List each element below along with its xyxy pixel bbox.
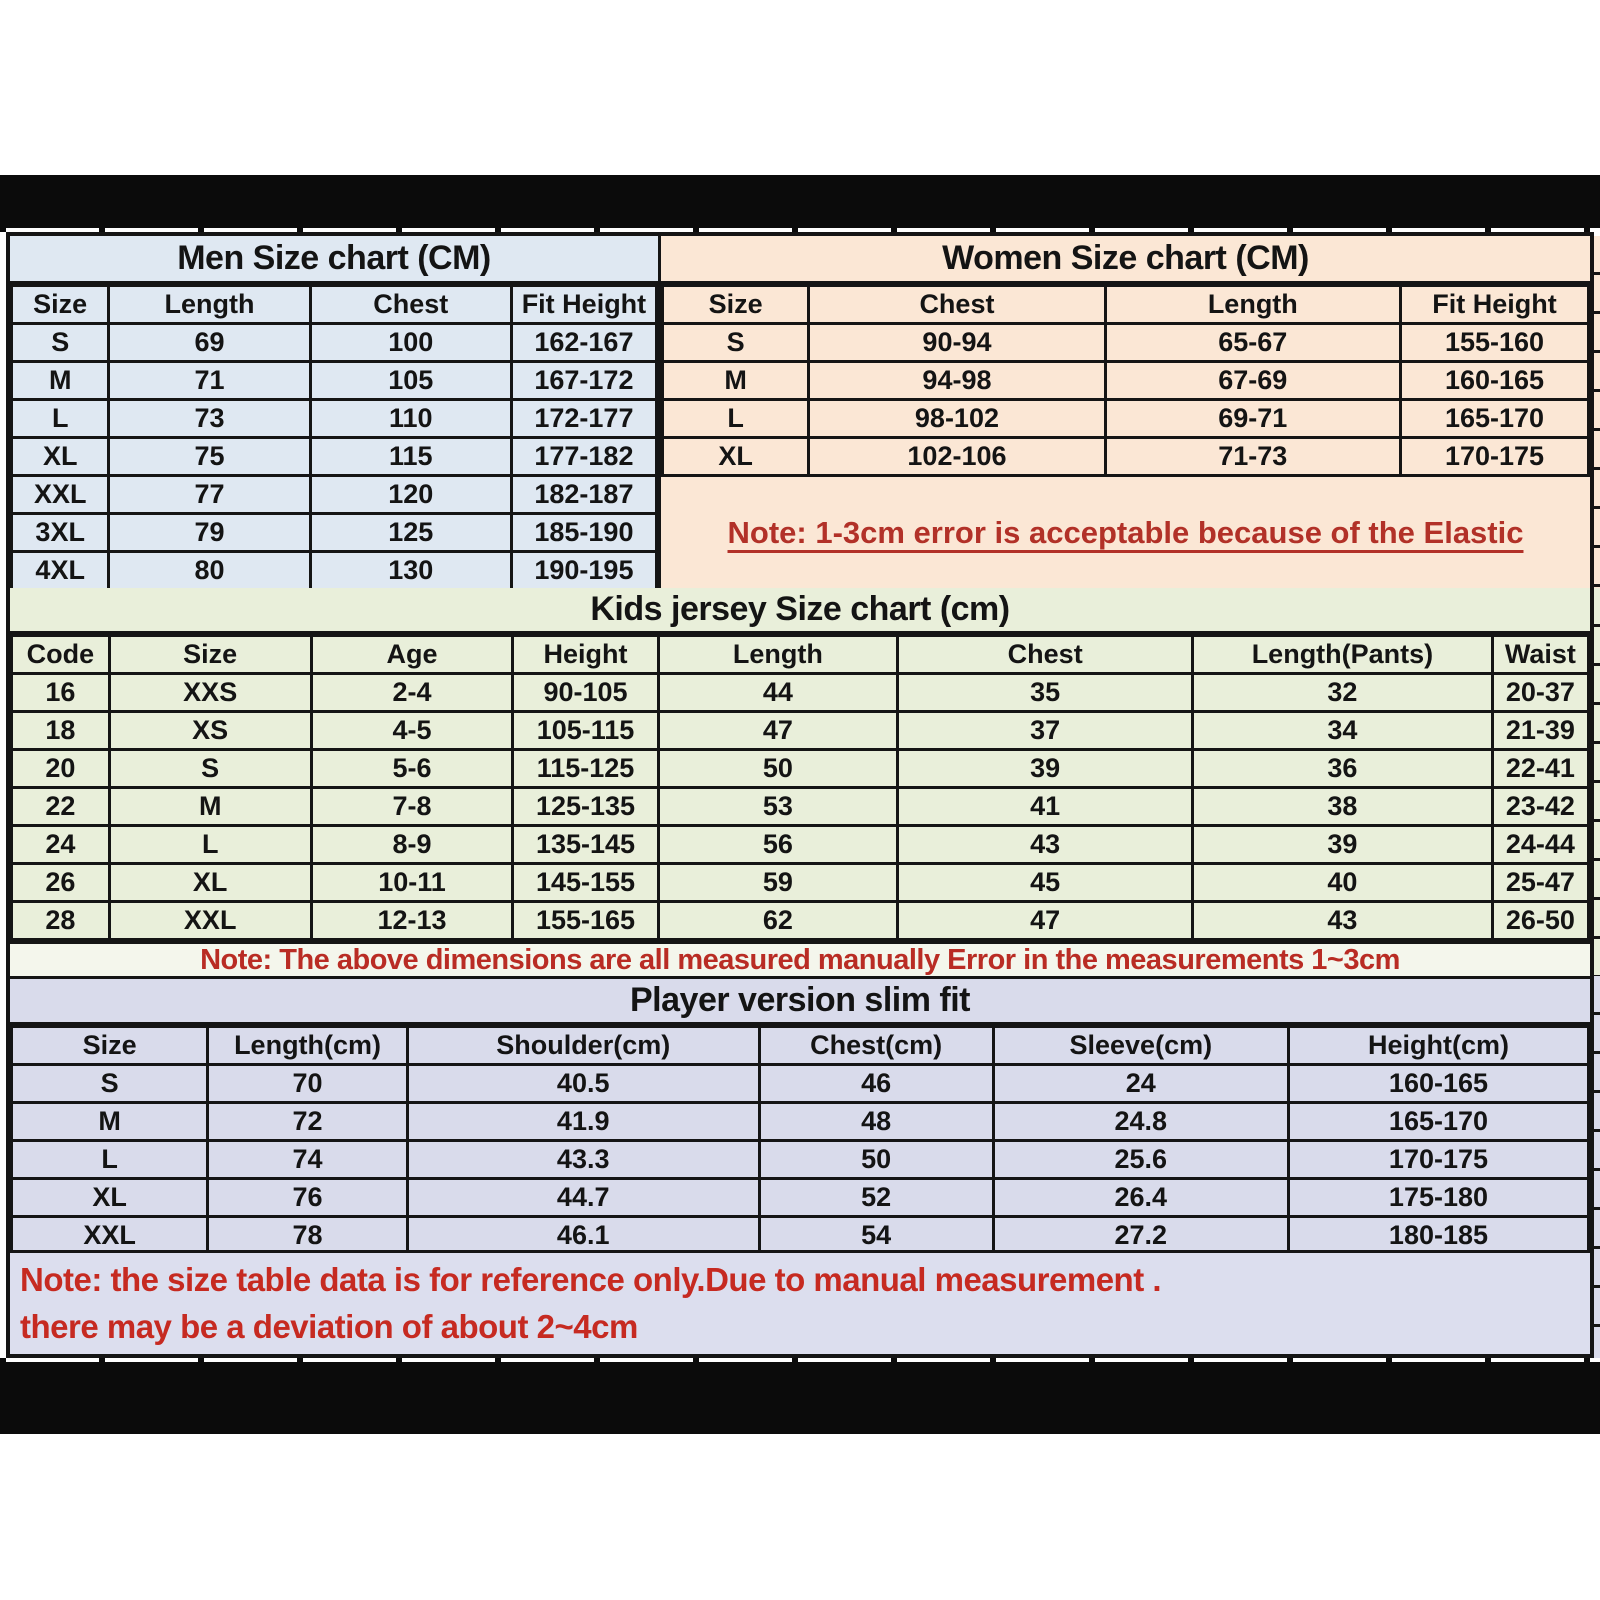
table-cell: 52 [759,1179,993,1217]
table-cell: 39 [898,750,1193,788]
table-cell: 44 [658,674,898,712]
table-row [663,400,1589,438]
table-cell: 43.3 [407,1141,759,1179]
column-header: Chest [898,636,1193,674]
table-cell: 69-71 [1105,400,1400,438]
table-cell: 170-175 [1288,1141,1588,1179]
table-cell: 43 [1193,902,1493,940]
table-cell: XS [109,712,311,750]
table-cell: 32 [1193,674,1493,712]
table-cell: 24-44 [1492,826,1588,864]
table-cell: 165-170 [1288,1103,1588,1141]
table-cell: 98-102 [809,400,1105,438]
table-row [12,1141,1589,1179]
table-cell: 70 [208,1065,407,1103]
table-cell: XL [12,1179,208,1217]
table-cell: 18 [12,712,110,750]
spreadsheet [6,232,1594,1358]
column-header: Chest [310,286,511,324]
table-cell: 25.6 [993,1141,1288,1179]
column-header: Length [109,286,310,324]
table-row [12,712,1589,750]
table-cell: 54 [759,1217,993,1251]
table-cell: 39 [1193,826,1493,864]
column-header: Chest [809,286,1105,324]
table-cell: S [12,1065,208,1103]
table-row [12,400,657,438]
table-cell: 79 [109,514,310,552]
table-cell: 56 [658,826,898,864]
table-cell: 46.1 [407,1217,759,1251]
table-cell: 160-165 [1288,1065,1588,1103]
table-row [12,438,657,476]
table-cell: 105 [310,362,511,400]
table-cell: 130 [310,552,511,589]
table-cell: 115-125 [513,750,658,788]
table-row [12,1179,1589,1217]
table-cell: 102-106 [809,438,1105,476]
table-cell: 27.2 [993,1217,1288,1251]
column-header: Size [12,1027,208,1065]
table-cell: M [12,362,109,400]
women-size-table [661,284,1590,477]
table-cell: 53 [658,788,898,826]
kids-size-table [10,634,1590,941]
men-table-title: Men Size chart (CM) [10,236,658,284]
column-header: Size [12,286,109,324]
sliver-player-cells [1594,976,1600,1358]
table-cell: 23-42 [1492,788,1588,826]
table-cell: S [12,324,109,362]
table-row [663,362,1589,400]
table-row [12,514,657,552]
table-cell: 3XL [12,514,109,552]
women-size-panel [658,236,1590,588]
table-row [12,476,657,514]
table-cell: XXL [12,1217,208,1251]
table-row [12,788,1589,826]
table-row [12,1103,1589,1141]
table-cell: 41 [898,788,1193,826]
women-elastic-note: Note: 1-3cm error is acceptable because of the Elastic [727,514,1524,550]
column-header: Size [663,286,809,324]
table-cell: M [12,1103,208,1141]
table-cell: 2-4 [311,674,513,712]
column-header: Code [12,636,110,674]
sheet-edge-sliver [1594,236,1600,1358]
table-cell: S [663,324,809,362]
table-cell: 24 [993,1065,1288,1103]
table-cell: 20 [12,750,110,788]
table-cell: 4-5 [311,712,513,750]
table-cell: 72 [208,1103,407,1141]
table-cell: 38 [1193,788,1493,826]
table-row [12,864,1589,902]
table-row [663,438,1589,476]
table-cell: 74 [208,1141,407,1179]
header-row [663,286,1589,324]
column-header: Fit Height [511,286,656,324]
table-cell: 155-165 [513,902,658,940]
table-cell: 90-94 [809,324,1105,362]
column-header: Length [1105,286,1400,324]
table-cell: 40.5 [407,1065,759,1103]
table-cell: XL [663,438,809,476]
table-cell: 26 [12,864,110,902]
table-cell: 78 [208,1217,407,1251]
table-cell: 115 [310,438,511,476]
table-cell: 47 [898,902,1193,940]
table-cell: 43 [898,826,1193,864]
table-row [12,674,1589,712]
column-header: Size [109,636,311,674]
table-cell: 182-187 [511,476,656,514]
table-cell: 59 [658,864,898,902]
table-row [12,362,657,400]
column-header: Length(Pants) [1193,636,1493,674]
column-header: Sleeve(cm) [993,1027,1288,1065]
table-cell: 5-6 [311,750,513,788]
table-cell: 26.4 [993,1179,1288,1217]
table-cell: 110 [310,400,511,438]
table-cell: 67-69 [1105,362,1400,400]
table-cell: 45 [898,864,1193,902]
kids-measurement-note: Note: The above dimensions are all measured manually Error in the measurements 1~3cm [10,941,1590,976]
table-cell: 34 [1193,712,1493,750]
table-row [12,552,657,589]
table-cell: M [663,362,809,400]
header-row [12,286,657,324]
column-header: Waist [1492,636,1588,674]
table-cell: 94-98 [809,362,1105,400]
table-cell: L [12,400,109,438]
table-cell: XXL [109,902,311,940]
table-cell: 170-175 [1401,438,1589,476]
column-header: Age [311,636,513,674]
table-cell: 22 [12,788,110,826]
player-table-title: Player version slim fit [10,979,1590,1025]
table-cell: 36 [1193,750,1493,788]
table-cell: 8-9 [311,826,513,864]
table-cell: XL [12,438,109,476]
table-cell: 65-67 [1105,324,1400,362]
table-cell: 69 [109,324,310,362]
table-cell: 172-177 [511,400,656,438]
table-row [12,750,1589,788]
men-size-panel [10,236,658,588]
table-cell: 162-167 [511,324,656,362]
table-cell: 44.7 [407,1179,759,1217]
table-cell: 7-8 [311,788,513,826]
table-cell: 125-135 [513,788,658,826]
table-cell: 180-185 [1288,1217,1588,1251]
table-cell: 185-190 [511,514,656,552]
table-cell: 190-195 [511,552,656,589]
table-cell: XXS [109,674,311,712]
table-cell: L [109,826,311,864]
table-cell: 160-165 [1401,362,1589,400]
footer-note-line2: there may be a deviation of about 2~4cm [20,1307,638,1345]
table-cell: 71 [109,362,310,400]
table-cell: 50 [759,1141,993,1179]
table-cell: 25-47 [1492,864,1588,902]
bottom-black-bar [0,1362,1600,1434]
table-cell: 76 [208,1179,407,1217]
table-cell: 105-115 [513,712,658,750]
table-cell: 125 [310,514,511,552]
table-cell: 120 [310,476,511,514]
men-size-table [10,284,658,588]
table-cell: 41.9 [407,1103,759,1141]
player-size-table [10,1025,1590,1250]
column-header: Height(cm) [1288,1027,1588,1065]
footer-note-line1: Note: the size table data is for reference only.Due to manual measurement . [20,1261,1162,1298]
table-cell: 80 [109,552,310,589]
table-cell: 4XL [12,552,109,589]
table-cell: 165-170 [1401,400,1589,438]
table-cell: 12-13 [311,902,513,940]
table-cell: 71-73 [1105,438,1400,476]
column-header: Chest(cm) [759,1027,993,1065]
header-row [12,636,1589,674]
table-cell: S [109,750,311,788]
table-cell: XL [109,864,311,902]
table-cell: 28 [12,902,110,940]
table-cell: 10-11 [311,864,513,902]
table-cell: 77 [109,476,310,514]
table-row [12,1217,1589,1251]
column-header: Fit Height [1401,286,1589,324]
table-row [12,1065,1589,1103]
table-cell: 46 [759,1065,993,1103]
table-cell: 26-50 [1492,902,1588,940]
table-cell: 62 [658,902,898,940]
table-cell: 20-37 [1492,674,1588,712]
table-cell: 22-41 [1492,750,1588,788]
table-cell: M [109,788,311,826]
table-cell: XXL [12,476,109,514]
column-header: Length [658,636,898,674]
table-cell: 167-172 [511,362,656,400]
table-cell: 40 [1193,864,1493,902]
sliver-women-cells [1594,236,1600,588]
table-cell: 135-145 [513,826,658,864]
table-cell: 75 [109,438,310,476]
column-header: Shoulder(cm) [407,1027,759,1065]
column-header: Height [513,636,658,674]
women-table-title: Women Size chart (CM) [661,236,1590,284]
table-cell: 50 [658,750,898,788]
table-cell: 175-180 [1288,1179,1588,1217]
table-cell: 37 [898,712,1193,750]
top-black-bar [0,175,1600,228]
table-row [663,324,1589,362]
footer-note [10,1250,1590,1354]
table-cell: L [12,1141,208,1179]
table-row [12,902,1589,940]
table-cell: 177-182 [511,438,656,476]
sliver-kids-cells [1594,588,1600,976]
table-cell: 48 [759,1103,993,1141]
table-cell: 47 [658,712,898,750]
kids-size-section [10,588,1590,976]
table-cell: 73 [109,400,310,438]
table-row [12,826,1589,864]
header-row [12,1027,1589,1065]
table-cell: 21-39 [1492,712,1588,750]
adult-size-section [10,236,1590,588]
table-cell: 24 [12,826,110,864]
kids-table-title: Kids jersey Size chart (cm) [10,588,1590,634]
table-cell: 90-105 [513,674,658,712]
table-cell: 145-155 [513,864,658,902]
table-cell: 100 [310,324,511,362]
table-row [12,324,657,362]
table-cell: L [663,400,809,438]
column-header: Length(cm) [208,1027,407,1065]
table-cell: 155-160 [1401,324,1589,362]
table-cell: 35 [898,674,1193,712]
player-version-section [10,976,1590,1250]
table-cell: 24.8 [993,1103,1288,1141]
table-cell: 16 [12,674,110,712]
